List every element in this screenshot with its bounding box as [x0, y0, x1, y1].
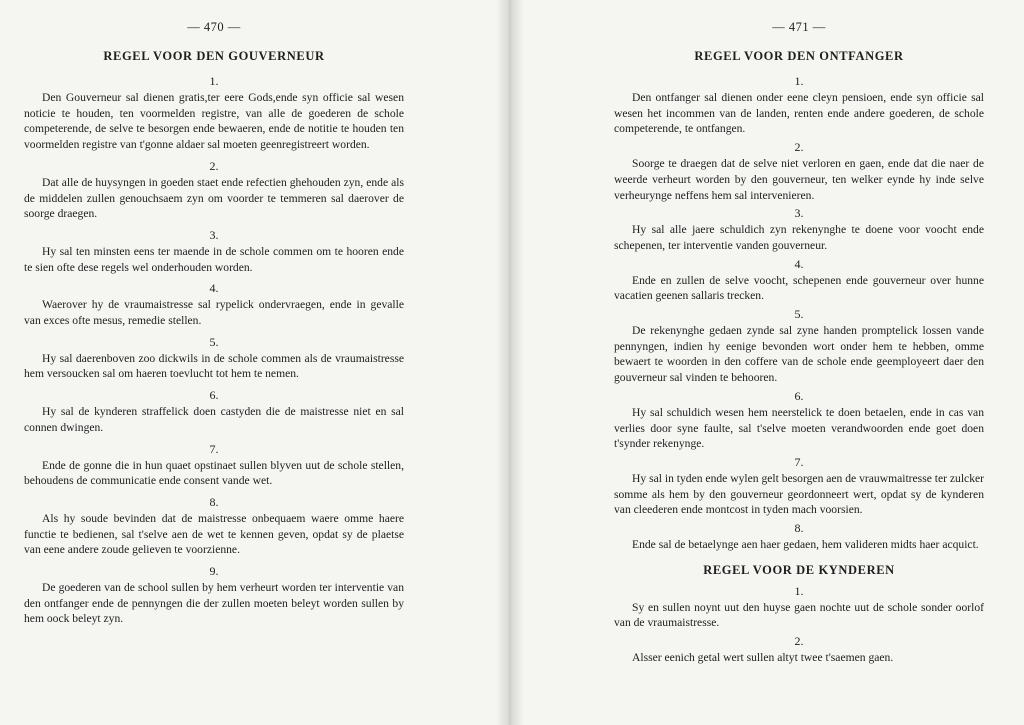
- rule-number: 2.: [794, 634, 804, 649]
- rule-text: Ende sal de betaelynge aen haer gedaen, hem valideren midts haer acquict.: [632, 538, 979, 552]
- rule-item: [614, 584, 984, 631]
- rule-item: [24, 442, 404, 489]
- rule-number: 5.: [794, 307, 804, 322]
- right-page-subheading: REGEL VOOR DE KYNDEREN: [703, 562, 895, 577]
- left-rules-list: [24, 74, 404, 627]
- rule-number: 7.: [794, 454, 804, 469]
- right-rules-list: [614, 74, 984, 553]
- book-gutter: [496, 0, 524, 725]
- rule-text: Dat alle de huysyngen in goeden staet ende refectien ghehouden zyn, ende als de middelen zullen genouchsaem zyn om voorder te temmeren sal daerover de soorge draegen.: [24, 175, 404, 221]
- rule-item: [24, 564, 404, 627]
- rule-item: [614, 206, 984, 253]
- rule-number: 6.: [794, 388, 804, 403]
- rule-text: Waerover hy de vraumaistresse sal rypelick ondervraegen, ende in gevalle van exces ofte mesus, remedie stellen.: [24, 298, 404, 328]
- rule-item: [614, 389, 984, 452]
- rule-number: 2.: [209, 158, 219, 173]
- rule-text: Sy en sullen noynt uut den huyse gaen nochte uut de schole sonder oorlof van de vraumaistresse.: [614, 600, 984, 630]
- rule-text: Hy sal de kynderen straffelick doen castyden die de maistresse niet en sal connen dwingen.: [24, 405, 404, 434]
- rule-item: [614, 521, 984, 553]
- left-page-heading: REGEL VOOR DEN GOUVERNEUR: [103, 49, 325, 63]
- rule-item: [24, 281, 404, 328]
- rule-text: Ende en zullen de selve voocht, schepenen ende gouverneur over hunne vacatien geenen sallaris trecken.: [614, 273, 984, 303]
- rule-text: Den Gouverneur sal dienen gratis,ter eere Gods,ende syn officie sal wesen noticie te houden, ten voormelden registre, van alle de goederen de schole competerende, de selve te besorgen ende bewaeren, ende de notitie te houden ten voormelden registre van t'gonne aldaer sal moeten geenregistreert worden.: [24, 91, 404, 152]
- rule-text: Alsser eenich getal wert sullen altyt twee t'saemen gaen.: [632, 651, 894, 665]
- rule-text: Soorge te draegen dat de selve niet verloren en gaen, ende dat die naer de weerde verheurt worden by den gouverneur, ten welker eynde hy inde selve verheuryngе neffens hem sal intervenieren.: [614, 157, 984, 202]
- rule-item: [614, 257, 984, 304]
- rule-text: Hy sal in tyden ende wylen gelt besorgen aen de vrauwmaitresse ter zulcker somme als hem by den gouverneur geordonneert wert, opdat sy de kynderen van cleederen ende montcost in tyden mach voorsien.: [614, 471, 984, 517]
- rule-number: 3.: [794, 206, 804, 221]
- rule-item: [614, 140, 984, 203]
- rule-number: 9.: [209, 564, 219, 579]
- rule-number: 8.: [209, 494, 219, 509]
- rule-item: [24, 495, 404, 558]
- rule-number: 7.: [209, 441, 219, 456]
- rule-item: [24, 159, 404, 222]
- left-page-number: — 470 —: [187, 20, 241, 34]
- right-page: [614, 0, 984, 725]
- rule-text: Hy sal ten minsten eens ter maende in de schole commen om te hooren ende te sien ofte dese regels wel onderhouden worden.: [24, 244, 404, 274]
- rule-text: De goederen van de school sullen by hem verheurt worden ter interventie van den ontfanger ende de pennyngen die der zullen moeten beleyt worden sullen by hem oock beleyt zyn.: [24, 581, 404, 626]
- rule-number: 4.: [794, 256, 804, 271]
- left-page: [24, 0, 404, 725]
- rule-item: [24, 335, 404, 382]
- rule-text: Den ontfanger sal dienen onder eene cleyn pensioen, ende syn officie sal wesen het incommen van de landen, renten ende andere goederen, de schole competerende, te ontfangen.: [614, 91, 984, 136]
- rule-number: 3.: [209, 227, 219, 242]
- rule-number: 1.: [209, 74, 219, 88]
- rule-text: Als hy soude bevinden dat de maistresse onbequaem waere omme haere functie te bedienen, sal t'selve aen de wet te kennen geven, opdat sy de plaetse van eene andere zoude gelieven te voorzienne.: [24, 511, 404, 557]
- rule-item: [24, 74, 404, 153]
- rule-item: [24, 228, 404, 275]
- rule-text: Hy sal daerenboven zoo dickwils in de schole commen als de vraumaistresse hem versoucken sal om haeren toevlucht tot hem te nemen.: [24, 351, 404, 381]
- right-page-heading: REGEL VOOR DEN ONTFANGER: [694, 49, 904, 63]
- rule-text: De rekenynghe gedaen zynde sal zyne handen promptelick lossen vande pennyngen, indien hy eenige bevonden wort onder hem te hebben, omme bewaert te woorden in den coffere van de schole ende geemployeert daer den gouverneur sal vinden te behooren.: [614, 324, 984, 385]
- rule-number: 1.: [794, 74, 804, 88]
- right-subrules-list: [614, 584, 984, 666]
- rule-text: Ende de gonne die in hun quaet opstinaet sullen blyven uut de schole stellen, behoudens de communicatie ende consent vande wet.: [24, 458, 404, 488]
- rule-text: Hy sal alle jaere schuldich zyn rekenynghe te doene voor voocht ende schepenen, ter interventie vanden gouverneur.: [614, 223, 984, 252]
- right-page-number: — 471 —: [772, 20, 826, 34]
- rule-item: [24, 388, 404, 435]
- rule-number: 1.: [794, 583, 804, 598]
- rule-item: [614, 74, 984, 137]
- rule-number: 6.: [209, 388, 219, 403]
- rule-number: 5.: [209, 334, 219, 349]
- rule-number: 4.: [209, 281, 219, 296]
- rule-number: 8.: [794, 521, 804, 536]
- rule-number: 2.: [794, 140, 804, 155]
- rule-item: [614, 307, 984, 386]
- rule-text: Hy sal schuldich wesen hem neerstelick te doen betaelen, ende in cas van verlies door syne faulte, sal t'selve moeten verandwoorden ende goet doen t'synder rekenynge.: [614, 405, 984, 451]
- rule-item: [614, 455, 984, 518]
- rule-item: [614, 634, 984, 666]
